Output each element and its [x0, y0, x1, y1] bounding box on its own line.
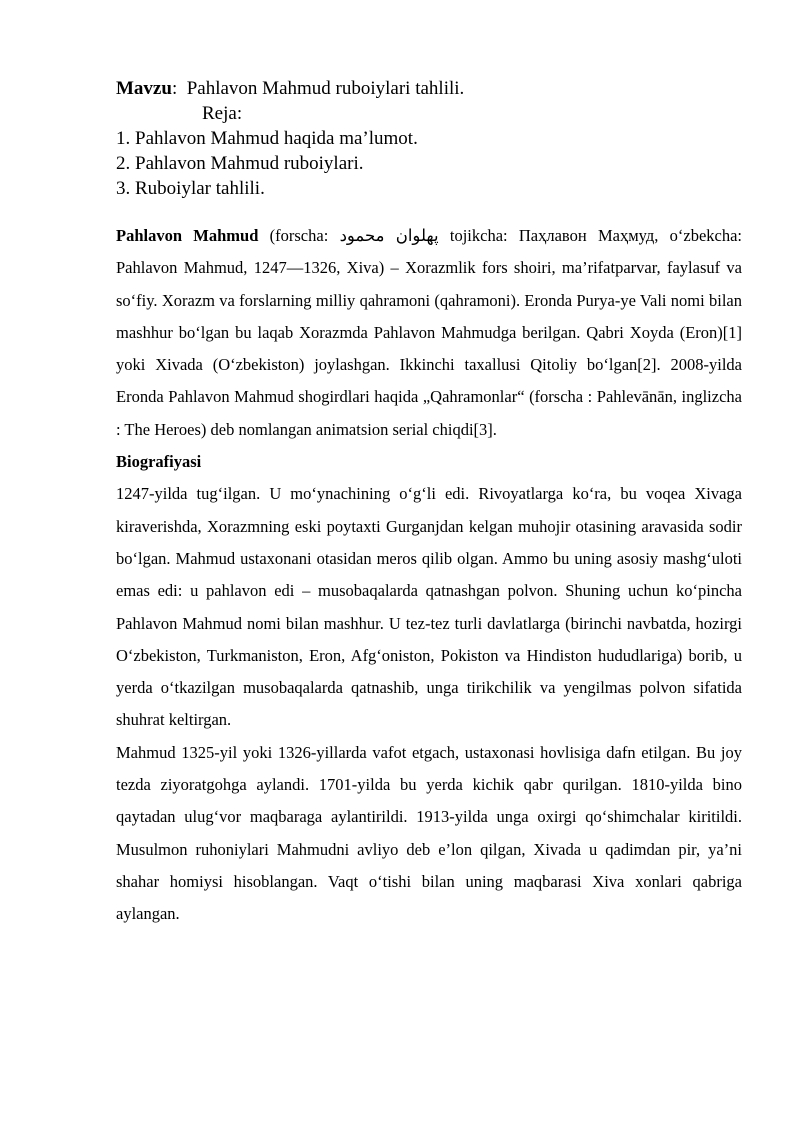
- biography-paragraph-2: Mahmud 1325-yil yoki 1326-yillarda vafot etgach, ustaxonasi hovlisiga dafn etilgan. Bu joy tezda ziyoratgohga aylandi. 1701-yilda bu yerda kichik qabr qurilgan. 1810-yilda bino qaytadan ulug‘vor maqbaraga aylantirildi. 1913-yilda unga oxirgi qo‘shimchalar kiritildi. Musulmon ruhoniylari Mahmudni avliyo deb e’lon qilgan, Xivada u qadimdan pir, ya’ni shahar homiysi hisoblangan. Vaqt o‘tishi bilan uning maqbarasi Xiva xonlari qabriga aylangan.: [116, 742, 742, 924]
- topic-title: Pahlavon Mahmud ruboiylari tahlili.: [177, 78, 465, 99]
- plan-item: 2. Pahlavon Mahmud ruboiylari.: [116, 153, 364, 174]
- article-body: [116, 220, 742, 931]
- topic-separator: :: [171, 78, 178, 99]
- intro-part1: (forscha:: [258, 226, 340, 245]
- intro-name: Pahlavon Mahmud: [116, 226, 259, 245]
- persian-name: پهلوان محمود: [339, 226, 439, 245]
- plan-item: 1. Pahlavon Mahmud haqida ma’lumot.: [116, 128, 418, 149]
- plan-item: 3. Ruboiylar tahlili.: [116, 178, 265, 199]
- intro-paragraph: [116, 220, 742, 446]
- topic-line: [116, 76, 756, 101]
- topic-label: Mavzu: [116, 78, 172, 99]
- plan-heading: Reja:: [202, 103, 243, 124]
- intro-part2: tojikcha: Паҳлавон Маҳмуд, o‘zbekcha: Pahlavon Mahmud, 1247—1326, Xiva) – Xorazmlik fors shoiri, ma’rifatparvar, faylasuf va so‘fiy. Xorazm va forslarning milliy qahramoni (qahramoni). Eronda Purya-ye Vali nomi bilan mashhur bo‘lgan bu laqab Xorazmda Pahlavon Mahmudga berilgan. Qabri Xoyda (Eron)[1] yoki Xivada (O‘zbekiston) joylashgan. Ikkinchi taxallusi Qitoliy bo‘lgan[2]. 2008-yilda Eronda Pahlavon Mahmud shogirdlari haqida „Qahramonlar“ (forscha : Pahlevānān, inglizcha : The Heroes) deb nomlangan animatsion serial chiqdi[3].: [116, 226, 743, 439]
- biography-heading: Biografiyasi: [116, 452, 202, 472]
- biography-paragraph-1: 1247-yilda tug‘ilgan. U mo‘ynachining o‘g‘li edi. Rivoyatlarga ko‘ra, bu voqea Xivaga kiraverishda, Xorazmning eski poytaxti Gurganjdan kelgan muhojir otasining aravasida sodir bo‘lgan. Mahmud ustaxonani otasidan meros qilib olgan. Ammo bu uning asosiy mashg‘uloti emas edi: u pahlavon edi – musobaqalarda qatnashgan polvon. Shuning uchun ko‘pincha Pahlavon Mahmud nomi bilan mashhur. U tez-tez turli davlatlarga (birinchi navbatda, hozirgi O‘zbekiston, Turkmaniston, Eron, Afg‘oniston, Pokiston va Hindiston hududlariga) borib, u yerda o‘tkazilgan musobaqalarda qatnashib, unga tirikchilik va yengilmas polvon sifatida shuhrat keltirgan.: [116, 484, 742, 730]
- topic-header: [116, 76, 756, 201]
